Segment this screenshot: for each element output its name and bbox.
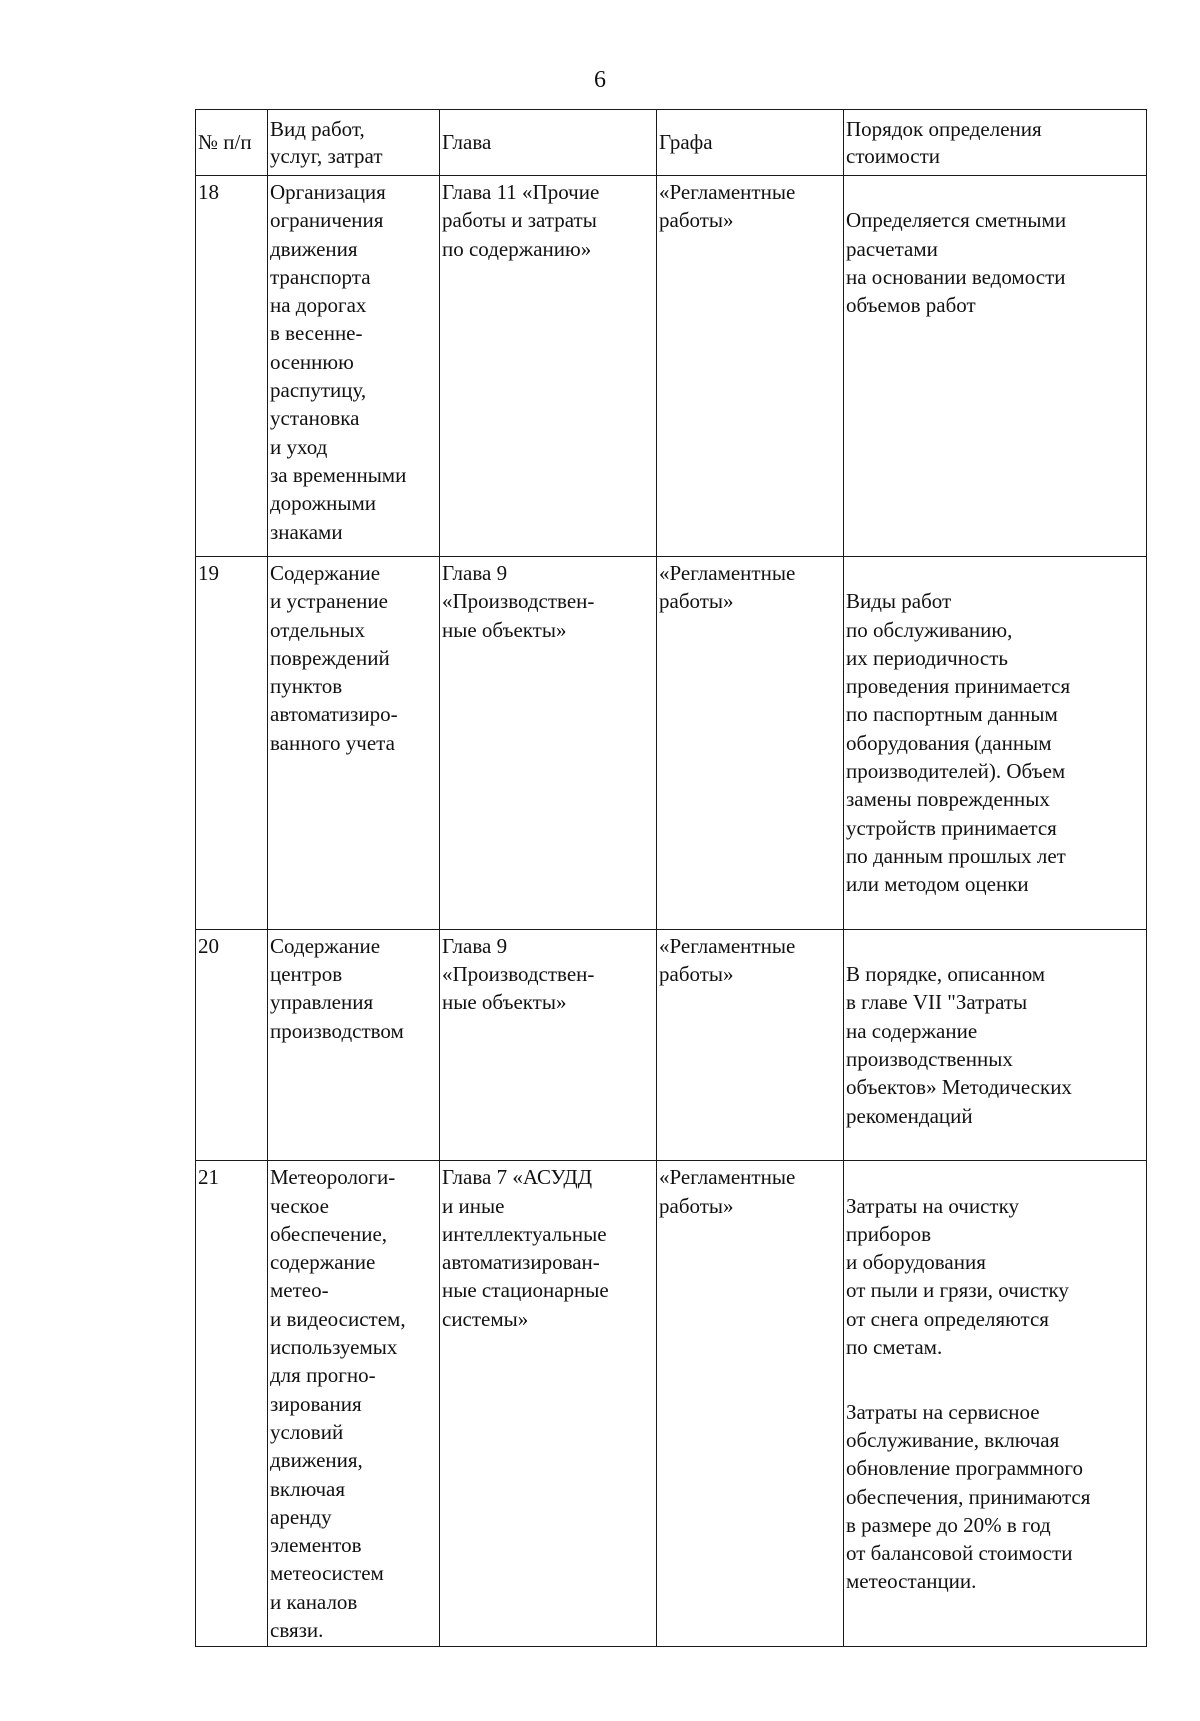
chapter-cell: Глава 11 «Прочие работы и затраты по содержанию» xyxy=(440,176,657,557)
row-number: 19 xyxy=(196,557,268,930)
row-number: 20 xyxy=(196,929,268,1160)
chapter-cell: Глава 9 «Производствен- ные объекты» xyxy=(440,557,657,930)
column-cell: «Регламентные работы» xyxy=(657,1161,844,1647)
page-number: 6 xyxy=(594,67,606,93)
work-type-cell: Метеорологи- ческое обеспечение, содержание метео- и видеосистем, используемых для прогно- зирования условий движения, включая аренду элементов метеосистем и каналов связи. xyxy=(268,1161,440,1647)
header-number: № п/п xyxy=(196,110,268,176)
cost-procedure-cell xyxy=(844,929,1147,1160)
header-cost-procedure: Порядок определения стоимости xyxy=(844,110,1147,176)
cost-procedure-cell xyxy=(844,557,1147,930)
cost-table xyxy=(195,109,1147,1647)
header-work-type: Вид работ, услуг, затрат xyxy=(268,110,440,176)
cost-paragraph: Виды работ по обслуживанию, их периодичность проведения принимается по паспортным данным оборудования (данным производителей). Объем замены поврежденных устройств принимается по данным прошлых лет или методом оценки xyxy=(846,589,1071,897)
column-cell: «Регламентные работы» xyxy=(657,929,844,1160)
table-row xyxy=(196,557,1147,930)
table-row xyxy=(196,176,1147,557)
cost-paragraph: В порядке, описанном в главе VII "Затраты на содержание производственных объектов» Методических рекомендаций xyxy=(846,962,1072,1128)
header-column: Графа xyxy=(657,110,844,176)
table-row xyxy=(196,929,1147,1160)
cost-procedure-cell xyxy=(844,1161,1147,1647)
row-number: 18 xyxy=(196,176,268,557)
column-cell: «Регламентные работы» xyxy=(657,557,844,930)
column-cell: «Регламентные работы» xyxy=(657,176,844,557)
table-header xyxy=(196,110,1147,176)
table-row xyxy=(196,1161,1147,1647)
cost-paragraph: Затраты на очистку приборов и оборудования от пыли и грязи, очистку от снега определяются по сметам. xyxy=(846,1193,1069,1360)
header-row xyxy=(196,110,1147,176)
cost-procedure-cell xyxy=(844,176,1147,557)
work-type-cell: Содержание и устранение отдельных повреждений пунктов автоматизиро- ванного учета xyxy=(268,557,440,930)
header-chapter: Глава xyxy=(440,110,657,176)
cost-paragraph: Затраты на сервисное обслуживание, включая обновление программного обеспечения, принимаются в размере до 20% в год от балансовой стоимости метеостанции. xyxy=(846,1399,1091,1594)
work-type-cell: Организация ограничения движения транспорта на дорогах в весенне- осеннюю распутицу, установка и уход за временными дорожными знаками xyxy=(268,176,440,557)
row-number: 21 xyxy=(196,1161,268,1647)
chapter-cell: Глава 9 «Производствен- ные объекты» xyxy=(440,929,657,1160)
work-type-cell: Содержание центров управления производством xyxy=(268,929,440,1160)
table-body xyxy=(196,176,1147,1647)
chapter-cell: Глава 7 «АСУДД и иные интеллектуальные автоматизирован- ные стационарные системы» xyxy=(440,1161,657,1647)
cost-paragraph: Определяется сметными расчетами на основании ведомости объемов работ xyxy=(846,208,1067,318)
